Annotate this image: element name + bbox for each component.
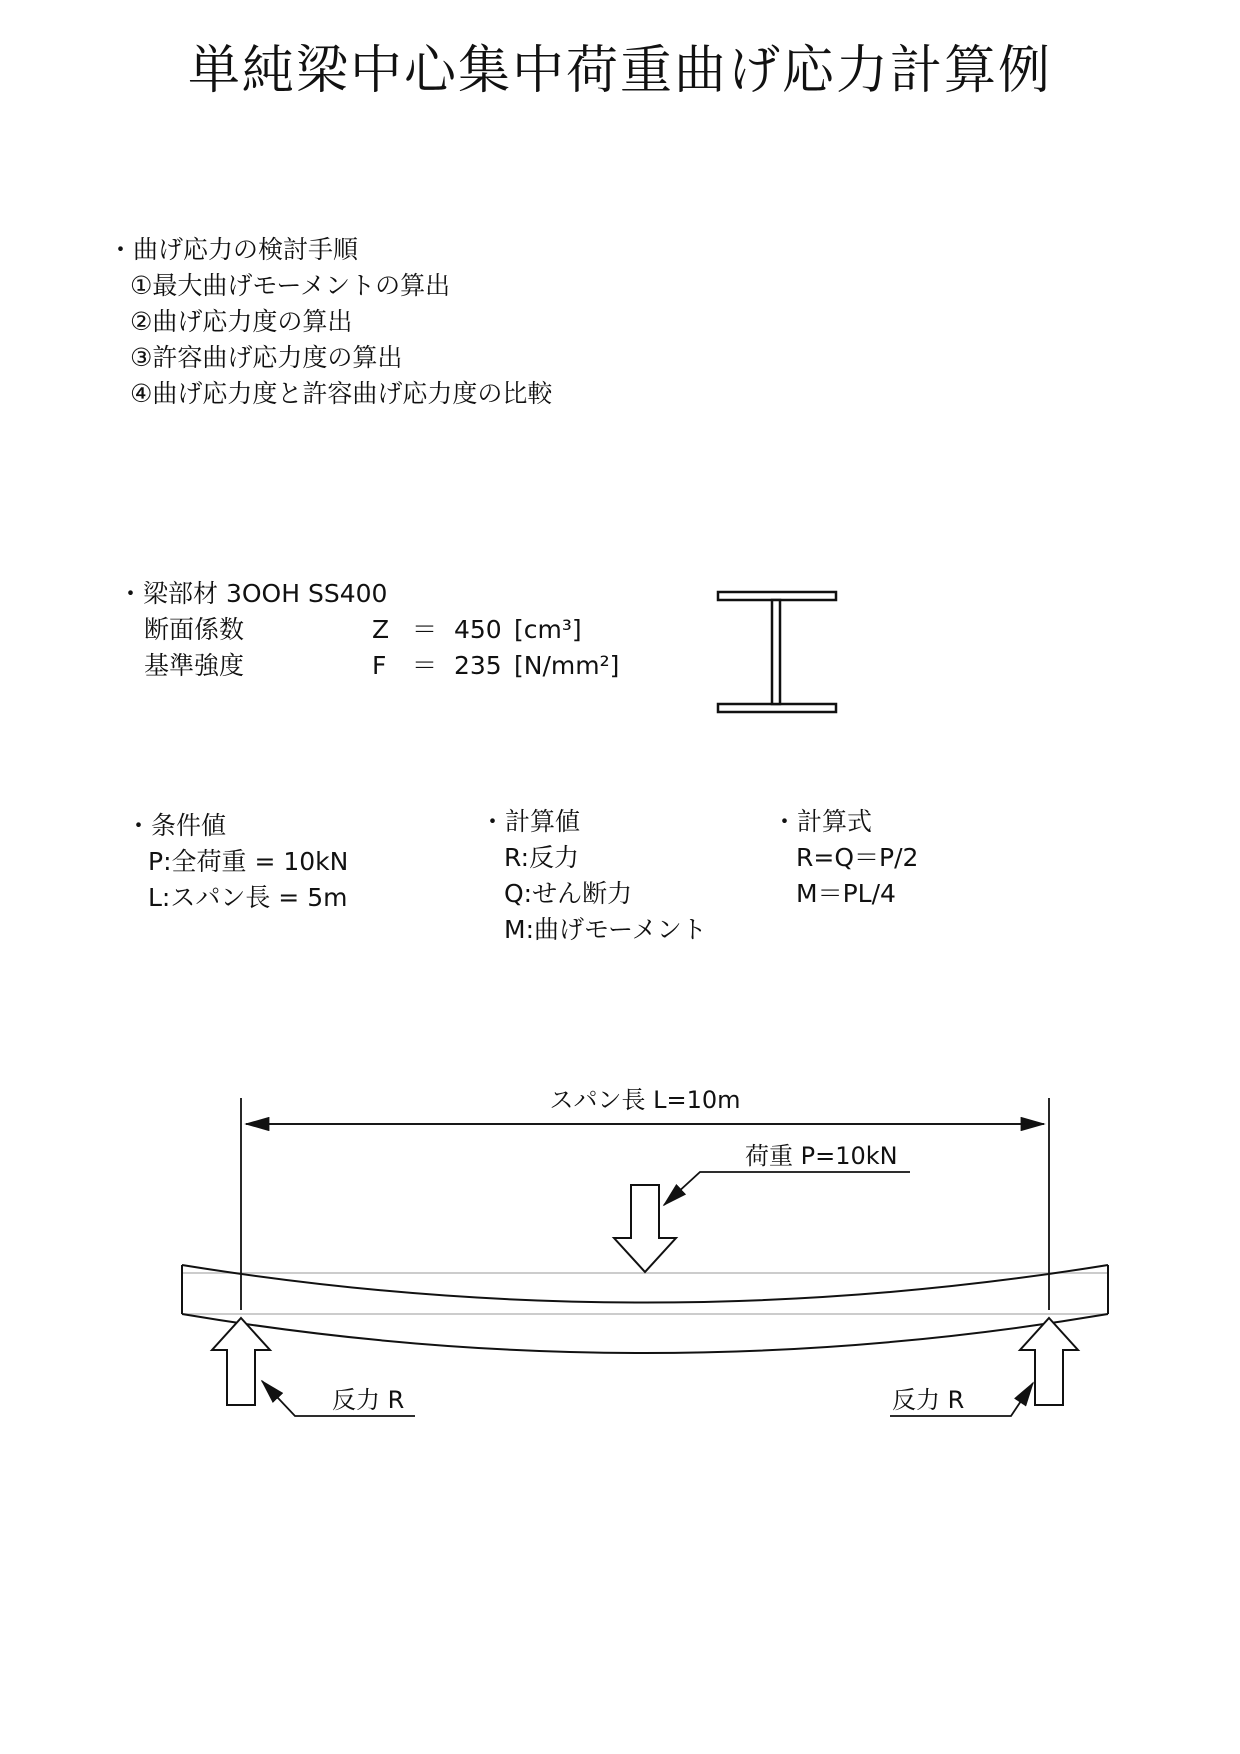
condition-item: P:全荷重 = 10kN <box>148 847 349 876</box>
conditions-heading: ・条件値 <box>126 811 227 840</box>
procedure-step: ③許容曲げ応力度の算出 <box>130 343 403 372</box>
member-row-eq: ＝ <box>412 615 438 644</box>
page-title: 単純梁中心集中荷重曲げ応力計算例 <box>187 41 1052 101</box>
member-row-eq: ＝ <box>412 651 438 680</box>
member-row-unit: [N/mm²] <box>514 651 620 680</box>
deflected-beam <box>182 1265 1108 1353</box>
member-row-name: 基準強度 <box>144 651 245 680</box>
procedure-step: ①最大曲げモーメントの算出 <box>130 271 451 300</box>
member-row-symbol: F <box>372 651 387 680</box>
procedure-step: ④曲げ応力度と許容曲げ応力度の比較 <box>130 379 553 408</box>
condition-item: L:スパン長 = 5m <box>148 883 348 912</box>
procedure-heading: ・曲げ応力の検討手順 <box>108 235 359 264</box>
reaction-right-arrow-icon <box>1020 1318 1078 1405</box>
reaction-left-arrow-icon <box>212 1318 270 1405</box>
calc-value-item: M:曲げモーメント <box>504 915 707 944</box>
member-row-value: 235 <box>454 651 502 680</box>
member-row-symbol: Z <box>372 615 390 644</box>
procedure-step: ②曲げ応力度の算出 <box>130 307 353 336</box>
reaction-left-label: 反力 R <box>332 1386 405 1414</box>
formulas-heading: ・計算式 <box>772 807 873 836</box>
load-label: 荷重 P=10kN <box>745 1142 898 1170</box>
span-label: スパン長 L=10m <box>549 1086 741 1114</box>
reaction-right-label: 反力 R <box>892 1386 965 1414</box>
member-row-name: 断面係数 <box>144 615 245 644</box>
undeformed-beam-outline <box>182 1273 1108 1314</box>
load-leader <box>664 1172 910 1205</box>
formula-item: R=Q＝P/2 <box>796 843 919 872</box>
calc-value-item: R:反力 <box>504 843 580 872</box>
calc-values-heading: ・計算値 <box>480 807 581 836</box>
member-row-value: 450 <box>454 615 502 644</box>
beam-bottom-edge <box>182 1314 1108 1353</box>
calc-value-item: Q:せん断力 <box>504 879 633 908</box>
member-row-unit: [cm³] <box>514 615 582 644</box>
member-heading: ・梁部材 3OOH SS400 <box>118 579 388 608</box>
load-arrow-icon <box>614 1185 676 1272</box>
formula-item: M＝PL/4 <box>796 879 896 908</box>
